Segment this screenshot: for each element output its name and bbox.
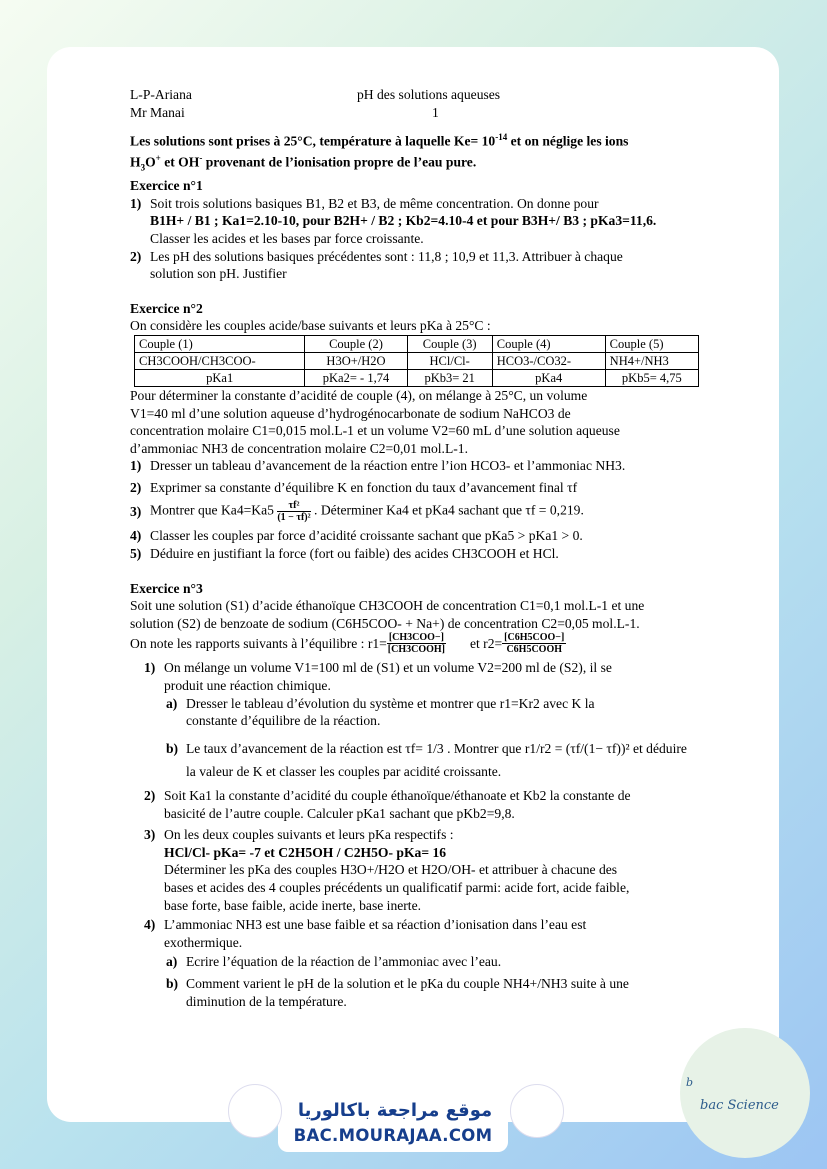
ex1-q1-task: Classer les acides et les bases par force croissante. — [150, 230, 424, 246]
ex2-q5: 5) Déduire en justifiant la force (fort ou faible) des acides CH3COOH et HCl. — [130, 546, 559, 562]
ex3-q3-e: base forte, base faible, acide inerte, base inerte. — [164, 897, 422, 913]
ex3-q3-c: Déterminer les pKa des couples H3O+/H2O et H2O/OH- et attribuer à chacune des — [164, 862, 618, 878]
table-cell: NH4+/NH3 — [605, 352, 698, 369]
table-cell: H3O+/H2O — [305, 352, 407, 369]
ex2-q4: 4) Classer les couples par force d’acidité croissante sachant que pKa5 > pKa1 > 0. — [130, 528, 583, 544]
fraction-r2: $\frac{\text{[C6H5COO−]}}{\text{C6H5COOH}}$ — [504, 632, 565, 656]
bac-science-logo — [680, 1028, 810, 1158]
table-header: Couple (4) — [492, 335, 605, 352]
bac-logo-b: b — [686, 1076, 694, 1089]
ex2-p4: d’ammoniac NH3 de concentration molaire C2=0,01 mol.L-1. — [130, 440, 468, 456]
ex3-q1a-cont: constante d’équilibre de la réaction. — [186, 713, 381, 729]
table-row — [135, 369, 699, 386]
table-cell: pKa4 — [492, 369, 605, 386]
ex3-q4b: b) Comment varient le pH de la solution et le pKa du couple NH4+/NH3 suite à une — [166, 975, 629, 991]
ex1-title: Exercice n°1 — [130, 178, 203, 194]
ex3-q4-cont: exothermique. — [164, 934, 243, 950]
fraction-r1: $\frac{\text{[CH3COO−]}}{\text{[CH3COOH]}}$ — [387, 632, 445, 656]
ex1-q1: 1) Soit trois solutions basiques B1, B2 et B3, de même concentration. On donne pour — [130, 195, 599, 211]
ex2-q2: 2) Exprimer sa constante d’équilibre K en fonction du taux d’avancement final τf — [130, 479, 578, 495]
ex2-q1: 1) Dresser un tableau d’avancement de la réaction entre l’ion HCO3- et l’ammoniac NH3. — [130, 458, 626, 474]
table-cell: pKa1 — [135, 369, 305, 386]
table-row — [135, 335, 699, 352]
ex3-q4a: a) Ecrire l’équation de la réaction de l’ammoniac avec l’eau. — [166, 954, 502, 970]
table-cell: pKb3= 21 — [407, 369, 492, 386]
ex3-title: Exercice n°3 — [130, 580, 203, 596]
intro-line-2: $H_3O^+$ et OH- provenant de l’ionisation propre de l’eau pure. — [130, 153, 477, 173]
ex2-title: Exercice n°2 — [130, 300, 203, 316]
ex3-q3: 3) On les deux couples suivants et leurs pKa respectifs : — [144, 827, 454, 843]
footer-website-link[interactable]: BAC.MOURAJAA.COM — [293, 1126, 493, 1145]
ex3-q1a: a) Dresser le tableau d’évolution du système et montrer que r1=Kr2 avec K la — [166, 695, 595, 711]
teacher-name: Mr Manai — [130, 104, 185, 120]
site-logo-right — [510, 1084, 564, 1138]
ex2-p3: concentration molaire C1=0,015 mol.L-1 et un volume V2=60 mL d’une solution aqueuse — [130, 423, 620, 439]
table-header: Couple (3) — [407, 335, 492, 352]
ex3-q2-cont: basicité de l’autre couple. Calculer pKa1 sachant que pKb2=9,8. — [164, 805, 515, 821]
school-name: L-P-Ariana — [130, 87, 192, 102]
ex2-p1: Pour déterminer la constante d’acidité de couple (4), on mélange à 25°C, un volume — [130, 387, 588, 403]
ex3-q1b: b) Le taux d’avancement de la réaction est τf= 1/3 . Montrer que r1/r2 = (τf/(1− τf))² et déduire — [166, 740, 687, 756]
ex3-q1: 1) On mélange un volume V1=100 ml de (S1) et un volume V2=200 ml de (S2), il se — [144, 660, 612, 676]
ex1-q2: 2) Les pH des solutions basiques précédentes sont : 11,8 ; 10,9 et 11,3. Attribuer à chaque — [130, 248, 623, 264]
table-cell: CH3COOH/CH3COO- — [135, 352, 305, 369]
ex3-p1: Soit une solution (S1) d’acide éthanoïque CH3COOH de concentration C1=0,1 mol.L-1 et une — [130, 598, 645, 614]
ex3-q2: 2) Soit Ka1 la constante d’acidité du couple éthanoïque/éthanoate et Kb2 la constante de — [144, 788, 631, 803]
doc-title: pH des solutions aqueuses — [357, 87, 501, 102]
document-body — [130, 86, 715, 1010]
header — [130, 86, 715, 104]
header-row-2 — [130, 104, 715, 122]
intro-line-1: Les solutions sont prises à 25°C, température à laquelle $Ke= 10^{-14}$ et on néglige les ions — [130, 132, 629, 149]
ex3-q4b-cont: diminution de la température. — [186, 993, 347, 1009]
table-cell: HCO3-/CO32- — [492, 352, 605, 369]
table-cell: pKb5= 4,75 — [605, 369, 698, 386]
ex3-q3-couples: HCl/Cl- pKa= -7 et C2H5OH / C2H5O- pKa= 16 — [164, 844, 447, 860]
ex3-q1-cont: produit une réaction chimique. — [164, 678, 331, 694]
site-logo-left — [228, 1084, 282, 1138]
bac-logo-text: bac Science — [700, 1098, 779, 1113]
ex3-q4: 4) L’ammoniac NH3 est une base faible et sa réaction d’ionisation dans l’eau est — [144, 917, 587, 933]
table-header: Couple (1) — [135, 335, 305, 352]
ex1-q2-cont: solution son pH. Justifier — [150, 266, 287, 282]
ex2-q3: 3) Montrer que Ka4=Ka5 $\frac{\text{τf²}}{\text{(1 − τf)²}}$ . Déterminer Ka4 et pKa4 sachant que τf = 0,219. — [130, 500, 584, 524]
ex3-p2: solution (S2) de benzoate de sodium (C6H5COO- + Na+) de concentration C2=0,05 mol.L-1. — [130, 615, 640, 631]
table-cell: pKa2= - 1,74 — [305, 369, 407, 386]
ex3-q3-d: bases et acides des 4 couples précédents un qualificatif parmi: acide fort, acide faible, — [164, 879, 630, 895]
table-cell: HCl/Cl- — [407, 352, 492, 369]
fraction-tf: $\frac{\text{τf²}}{\text{(1 − τf)²}}$ — [277, 500, 311, 524]
couples-table — [134, 335, 699, 387]
table-header: Couple (5) — [605, 335, 698, 352]
table-header: Couple (2) — [305, 335, 407, 352]
table-row — [135, 352, 699, 369]
page-number: 1 — [432, 104, 439, 120]
ex3-q1b-cont: la valeur de K et classer les couples par acidité croissante. — [186, 764, 502, 780]
footer-arabic-title: موقع مراجعة باكالوريا — [297, 1100, 493, 1121]
ex2-intro: On considère les couples acide/base suivants et leurs pKa à 25°C : — [130, 318, 491, 334]
ex1-q1-data: B1H+ / B1 ; Ka1=2.10-10, pour B2H+ / B2 ; Kb2=4.10-4 et pour B3H+/ B3 ; pKa3=11,6. — [150, 213, 657, 229]
ex3-p3: On note les rapports suivants à l’équilibre : r1= $\frac{\text{[CH3COO−]}}{\text{[CH3COOH]}}$ et r2= $\frac{\text{[C6H5COO−]}}{\text{C6H5COOH}}$ — [130, 632, 565, 656]
ex2-p2: V1=40 ml d’une solution aqueuse d’hydrogénocarbonate de sodium NaHCO3 de — [130, 405, 571, 421]
